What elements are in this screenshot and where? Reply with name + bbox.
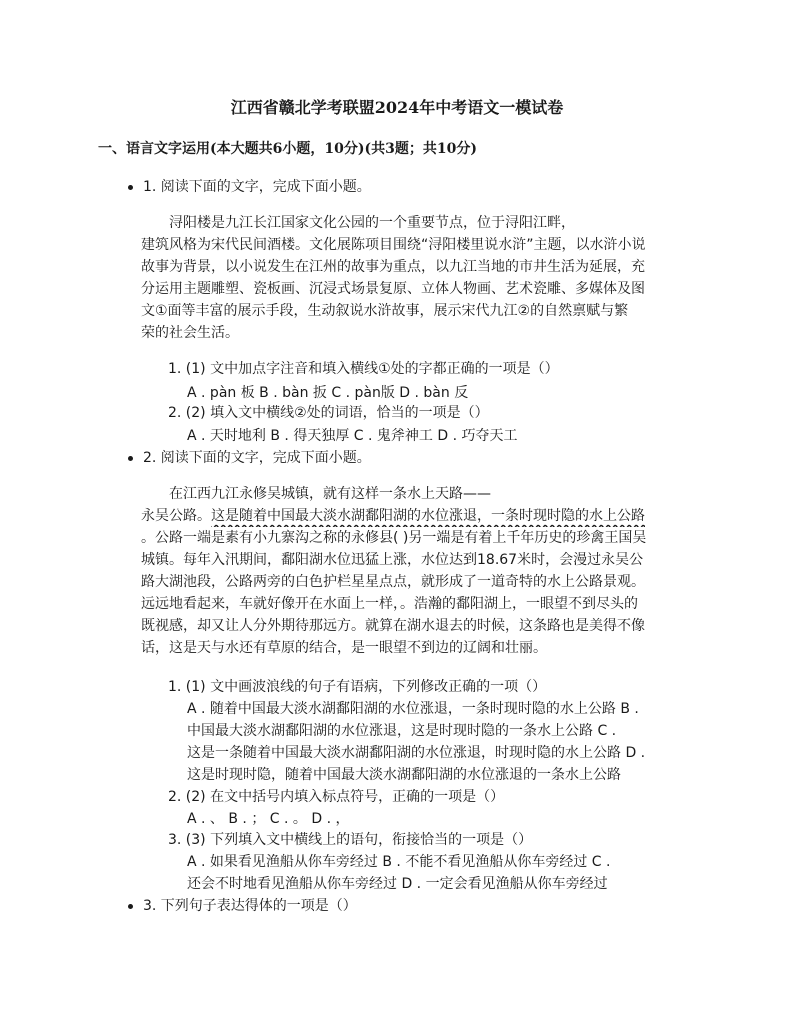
question-2-passage: 在江西九江永修吴城镇，就有这样一条水上天路—— 永吴公路。这是随着中国最大淡水湖鄱阳湖的水位涨退，一条时现时隐的水上公路 。公路一端是素有小九寨沟之称的永修县( )另一端是有着上千年历史的珍禽王国吴 城镇。每年入汛期间，鄱阳湖水位迅猛上涨，水位达到18.67米时，会漫过永吴公 路大湖池段，公路两旁的白色护栏星星点点，就形成了一道奇特的水上公路景观。 远远地看起来，车就好像开在水面上一样，。浩瀚的鄱阳湖上，一眼望不到尽头的 既视感，却又让人分外期待那远方。就算在湖水退去的时候，这条路也是美得不像 话，这是天与水还有草原的结合，是一眼望不到边的辽阔和壮丽。 [141,486,647,656]
bullet-icon [128,185,133,190]
q2-sub-question-1-option-line: 这是时现时隐，随着中国最大淡水湖鄱阳湖的水位涨退的一条水上公路 [187,767,621,783]
q2-sub-question-3-option-line: A . 如果看见渔船从你车旁经过 B . 不能不看见渔船从你车旁经过 C . [187,854,611,870]
q2-sub-question-3-option-line: 还会不时地看见渔船从你车旁经过 D . 一定会看见渔船从你车旁经过 [187,876,608,892]
q1-sub-question-2: 2. (2) 填入文中横线②处的词语，恰当的一项是（） [168,405,489,421]
page-title: 江西省赣北学考联盟2024年中考语文一模试卷 [230,98,564,117]
q1-sub-question-1-options: A . pàn 板 B . bàn 扳 C . pàn版 D . bàn 反 [187,385,469,401]
q1-sub-question-1: 1. (1) 文中加点字注音和填入横线①处的字都正确的一项是（） [168,361,559,377]
bullet-icon [128,904,133,909]
section-heading: 一、语言文字运用(本大题共6小题，10分)(共3题；共10分) [98,141,477,157]
question-1-heading: 1. 阅读下面的文字，完成下面小题。 [128,176,371,196]
bullet-icon [128,456,133,461]
q2-sub-question-1-option-line: 这是一条随着中国最大淡水湖鄱阳湖的水位涨退，时现时隐的水上公路 D . [187,745,646,761]
question-3-heading: 3. 下列句子表达得体的一项是（） [128,895,357,915]
wavy-underlined-sentence: 这是随着中国最大淡水湖鄱阳湖的水位涨退，一条时现时隐的水上公路 [211,508,645,524]
question-2-heading: 2. 阅读下面的文字，完成下面小题。 [128,447,371,467]
q2-sub-question-1-option-line: 中国最大淡水湖鄱阳湖的水位涨退，这是时现时隐的一条水上公路 C . [187,723,617,739]
q2-sub-question-2-options: A . 、 B . ； C . 。 D . ， [187,811,350,827]
q2-sub-question-1-option-line: A . 随着中国最大淡水湖鄱阳湖的水位涨退，一条时现时隐的水上公路 B . [187,701,639,717]
q2-sub-question-1: 1. (1) 文中画波浪线的句子有语病，下列修改正确的一项（） [168,679,547,695]
question-1-passage: 浔阳楼是九江长江国家文化公园的一个重要节点，位于浔阳江畔， 建筑风格为宋代民间酒楼。文化展陈项目围绕“浔阳楼里说水浒”主题，以水浒小说 故事为背景，以小说发生在江州的故事为重点，以九江当地的市井生活为延展，充 分运用主题雕塑、瓷板画、沉浸式场景复原、立体人物画、艺术瓷雕、多媒体及图 文①面等丰富的展示手段，生动叙说水浒故事，展示宋代九江②的自然禀赋与繁 荣的社会生活。 [141,215,646,341]
q1-sub-question-2-options: A . 天时地利 B . 得天独厚 C . 鬼斧神工 D . 巧夺天工 [187,428,518,444]
q2-sub-question-2: 2. (2) 在文中括号内填入标点符号，正确的一项是（） [168,789,505,805]
q2-sub-question-3: 3. (3) 下列填入文中横线上的语句，衔接恰当的一项是（） [168,832,533,848]
